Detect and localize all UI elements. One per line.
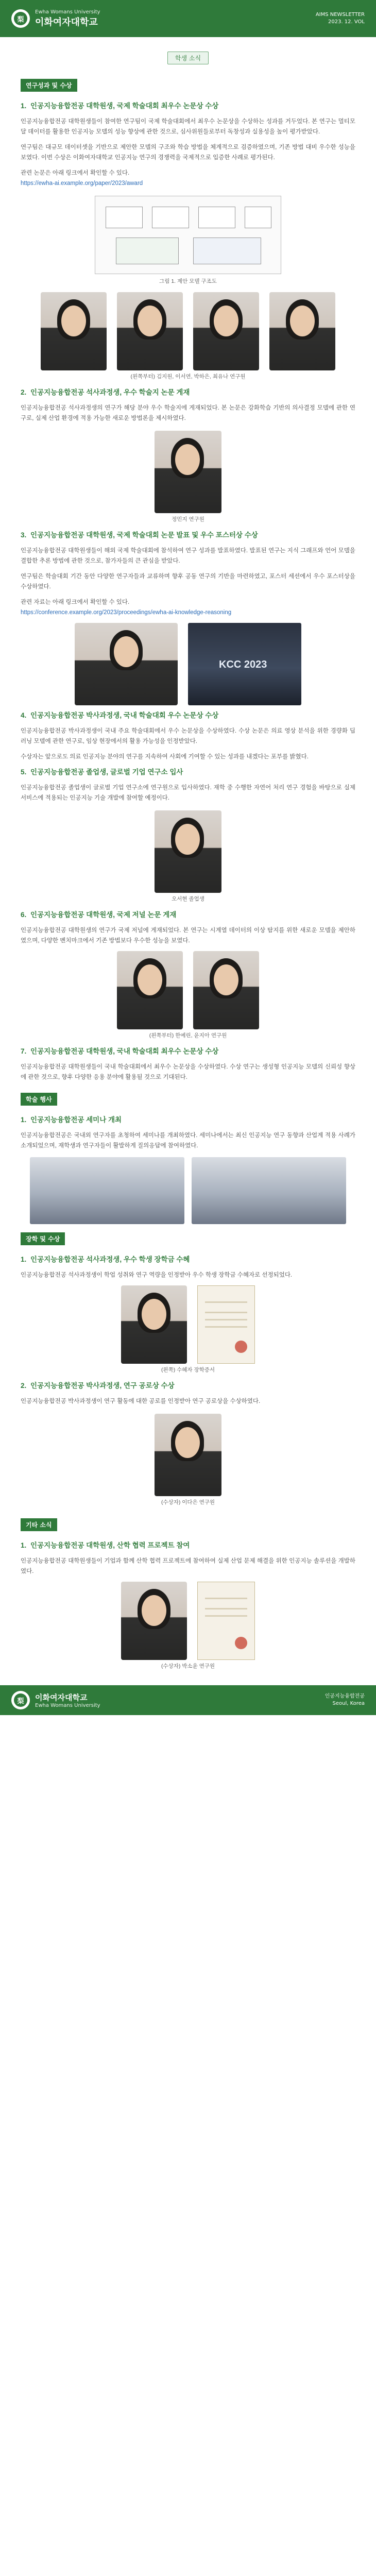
graduate-photo	[155, 810, 221, 893]
footer-line-1: 인공지능융합전공	[324, 1693, 365, 1699]
brand	[11, 9, 100, 28]
recipient-photo	[121, 1285, 187, 1364]
photo-caption: (왼쪽부터) 김지원, 이서연, 박하은, 최유나 연구원	[130, 374, 246, 380]
university-emblem-icon	[11, 1691, 30, 1709]
conference-photo	[75, 623, 178, 705]
footer-info	[325, 1693, 365, 1707]
article-title	[21, 1046, 355, 1057]
article-title	[21, 767, 355, 777]
article-paragraph: 인공지능융합전공 대학원생들이 기업과 함께 산학 협력 프로젝트에 참여하여 실제 산업 문제 해결을 위한 인공지능 솔루션을 개발하였다.	[21, 1558, 355, 1574]
model-diagram	[95, 196, 281, 274]
article-title-text: 인공지능융합전공 대학원생, 국제 저널 논문 게재	[30, 911, 177, 919]
article-paragraph: 인공지능융합전공 대학원생의 연구가 국제 저널에 게재되었다. 본 연구는 시계열 데이터의 이상 탐지를 위한 새로운 모델을 제안하였으며, 다양한 벤치마크에서 기존 방법보다 우수한 성능을 보였다.	[21, 927, 355, 944]
seal-icon	[235, 1341, 247, 1353]
article-title	[21, 1255, 355, 1265]
photo-caption: 정민지 연구원	[172, 516, 204, 522]
project-photos	[21, 1582, 355, 1660]
diagram-block	[116, 238, 179, 264]
diagram-block	[198, 207, 235, 228]
article-number: 5.	[21, 768, 27, 776]
article-title	[21, 101, 355, 111]
article-title-text: 인공지능융합전공 세미나 개최	[30, 1116, 122, 1124]
section-awards	[0, 1227, 376, 1506]
researcher-photo	[193, 292, 259, 370]
scholarship-photos	[21, 1285, 355, 1364]
article-title	[21, 530, 355, 540]
article-paragraph: 인공지능융합전공 졸업생이 글로벌 기업 연구소에 연구원으로 입사하였다. 재학 중 수행한 자연어 처리 연구 경험을 바탕으로 실제 서비스에 적용되는 인공지능 기술 개발에 참여할 예정이다.	[21, 785, 355, 801]
diagram-block	[152, 207, 189, 228]
university-emblem-icon	[11, 9, 30, 28]
brand-sub: Ewha Womans University	[35, 9, 100, 15]
article-paragraph	[21, 168, 355, 189]
article-title	[21, 910, 355, 920]
article-paragraph: 인공지능융합전공 석사과정생의 연구가 해당 분야 우수 학술지에 게재되었다. 본 논문은 강화학습 기반의 의사결정 모델에 관한 연구로, 실제 산업 환경에 적용 가능한 새로운 방법론을 제시하였다.	[21, 405, 355, 421]
article-number: 7.	[21, 1047, 27, 1055]
article-paragraph: 인공지능융합전공은 국내외 연구자를 초청하여 세미나를 개최하였다. 세미나에서는 최신 인공지능 연구 동향과 산업계 적용 사례가 소개되었으며, 재학생과 연구자들이 활발하게 질의응답에 참여하였다.	[21, 1132, 355, 1149]
section-heading: 장학 및 수상	[21, 1232, 65, 1245]
article-number: 3.	[21, 531, 27, 539]
article-number: 2.	[21, 1382, 27, 1389]
article-number: 2.	[21, 388, 27, 396]
brand-text	[35, 9, 100, 28]
seminar-photos	[21, 1157, 355, 1224]
article-title-text: 인공지능융합전공 대학원생, 국제 학술대회 논문 발표 및 우수 포스터상 수상	[30, 531, 258, 539]
researcher-photo	[155, 431, 221, 513]
article-title	[21, 1115, 355, 1125]
seminar-photo	[30, 1157, 184, 1224]
diagram-block	[106, 207, 143, 228]
footer-brand-text	[35, 1692, 100, 1708]
article-number: 4.	[21, 711, 27, 719]
article-title	[21, 1540, 355, 1551]
seal-icon	[235, 1637, 247, 1649]
issue-line-1: AIMS NEWSLETTER	[315, 12, 365, 18]
article-number: 1.	[21, 1256, 27, 1263]
researcher-photo	[117, 951, 183, 1029]
researcher-photo	[269, 292, 335, 370]
article-paragraph: 인공지능융합전공 대학원생들이 국내 학술대회에서 최우수 논문상을 수상하였다. 수상 연구는 생성형 인공지능 모델의 신뢰성 향상에 관한 것으로, 향후 다양한 응용 분야에 활용될 것으로 기대된다.	[21, 1064, 355, 1080]
category-tag-wrap	[0, 37, 376, 74]
photo-caption: (수상자) 이다은 연구원	[161, 1499, 215, 1505]
section-events	[0, 1088, 376, 1224]
article-title-text: 인공지능융합전공 석사과정생, 우수 학술지 논문 게재	[30, 388, 190, 396]
footer-brand-sub: Ewha Womans University	[35, 1703, 100, 1708]
researcher-photo	[121, 1582, 187, 1660]
section-heading: 학술 행사	[21, 1093, 57, 1106]
article-paragraph-text: 관련 논문은 아래 링크에서 확인할 수 있다.	[21, 170, 130, 176]
paper-link[interactable]: https://ewha-ai.example.org/paper/2023/award	[21, 180, 143, 187]
article-paragraph	[21, 597, 355, 618]
footer-brand-name: 이화여자대학교	[35, 1693, 88, 1702]
section-heading: 연구성과 및 수상	[21, 79, 77, 92]
category-tag: 학생 소식	[167, 52, 209, 64]
article-paragraph: 인공지능융합전공 대학원생들이 해외 국제 학술대회에 참석하여 연구 성과를 발표하였다. 발표된 연구는 지식 그래프와 언어 모델을 결합한 추론 방법에 관한 것으로, 참가자들의 큰 관심을 받았다.	[21, 548, 355, 564]
photo-caption: 오서현 졸업생	[172, 896, 204, 902]
seminar-photo	[192, 1157, 346, 1224]
emblem-mark: 梨	[14, 12, 27, 25]
recipient-photo	[155, 1414, 221, 1496]
article-number: 1.	[21, 102, 27, 110]
article-number: 6.	[21, 911, 27, 919]
article-paragraph: 수상자는 앞으로도 의료 인공지능 분야의 연구를 지속하여 사회에 기여할 수 있는 성과를 내겠다는 포부를 밝혔다.	[21, 754, 309, 760]
footer-bar	[0, 1685, 376, 1715]
researcher-photo	[117, 292, 183, 370]
certificate-image	[197, 1285, 255, 1364]
photo-caption: (왼쪽부터) 한예린, 윤지아 연구원	[149, 1032, 227, 1039]
article-title	[21, 710, 355, 721]
article-paragraph: 인공지능융합전공 박사과정생이 연구 활동에 대한 공로를 인정받아 연구 공로상을 수상하였다.	[21, 1398, 261, 1404]
article-title-text: 인공지능융합전공 석사과정생, 우수 학생 장학금 수혜	[30, 1256, 190, 1263]
article-paragraph: 인공지능융합전공 박사과정생이 국내 주요 학술대회에서 우수 논문상을 수상하였다. 수상 논문은 의료 영상 분석을 위한 경량화 딥러닝 모델에 관한 연구로, 임상 현장에서의 활용 가능성을 인정받았다.	[21, 728, 355, 744]
photo-caption: (왼쪽) 수혜자 장학증서	[161, 1367, 215, 1373]
section-heading: 기타 소식	[21, 1518, 57, 1531]
diagram-block	[245, 207, 271, 228]
article-title-text: 인공지능융합전공 졸업생, 글로벌 기업 연구소 입사	[30, 768, 183, 776]
article-title-text: 인공지능융합전공 박사과정생, 국내 학술대회 우수 논문상 수상	[30, 711, 219, 719]
article-paragraph: 인공지능융합전공 대학원생들이 참여한 연구팀이 국제 학술대회에서 최우수 논문상을 수상하는 성과를 거두었다. 본 연구는 멀티모달 데이터를 활용한 인공지능 모델의 성능 향상에 관한 것으로, 심사위원들로부터 독창성과 실용성을 높이 평가받았다.	[21, 118, 355, 135]
issue-info	[316, 11, 365, 26]
conference-stage-photo	[188, 623, 301, 705]
researcher-photo	[41, 292, 107, 370]
article-paragraph: 연구팀은 대규모 데이터셋을 기반으로 제안한 모델의 구조와 학습 방법을 체계적으로 검증하였으며, 기존 방법 대비 우수한 성능을 보였다. 이번 수상은 이화여자대학교 인공지능 연구의 경쟁력을 국제적으로 입증한 사례로 평가된다.	[21, 144, 355, 161]
header-bar	[0, 0, 376, 37]
brand-name: 이화여자대학교	[35, 16, 98, 27]
article-title	[21, 387, 355, 398]
article-title-text: 인공지능융합전공 대학원생, 산학 협력 프로젝트 참여	[30, 1541, 190, 1549]
section-other	[0, 1513, 376, 1670]
article-title-text: 인공지능융합전공 대학원생, 국내 학술대회 최우수 논문상 수상	[30, 1047, 219, 1055]
figure-caption: 그림 1. 제안 모델 구조도	[159, 278, 217, 284]
article-title-text: 인공지능융합전공 박사과정생, 연구 공로상 수상	[30, 1382, 175, 1389]
issue-line-2: 2023. 12. VOL	[328, 19, 365, 25]
certificate-image	[197, 1582, 255, 1660]
proceedings-link[interactable]: https://conference.example.org/2023/proceedings/ewha-ai-knowledge-reasoning	[21, 609, 232, 616]
conference-photos	[21, 623, 355, 705]
article-title-text: 인공지능융합전공 대학원생, 국제 학술대회 최우수 논문상 수상	[30, 102, 219, 110]
footer-line-2: Seoul, Korea	[332, 1701, 365, 1706]
conference-banner-label: KCC 2023	[219, 659, 267, 670]
article-paragraph: 연구팀은 학술대회 기간 동안 다양한 연구자들과 교류하며 향후 공동 연구의 기반을 마련하였고, 포스터 세션에서 우수 포스터상을 수상하였다.	[21, 573, 355, 590]
article-paragraph-text: 관련 자료는 아래 링크에서 확인할 수 있다.	[21, 599, 130, 605]
article-paragraph: 인공지능융합전공 석사과정생이 학업 성취와 연구 역량을 인정받아 우수 학생 장학금 수혜자로 선정되었다.	[21, 1272, 293, 1278]
footer-brand	[11, 1691, 100, 1709]
diagram-block	[193, 238, 261, 264]
emblem-mark: 梨	[14, 1693, 27, 1707]
researcher-photos	[21, 951, 355, 1029]
article-number: 1.	[21, 1116, 27, 1124]
section-research	[0, 74, 376, 1082]
article-number: 1.	[21, 1541, 27, 1549]
photo-caption: (수상자) 박소윤 연구원	[161, 1663, 215, 1669]
article-title	[21, 1381, 355, 1391]
researcher-photos	[21, 292, 355, 370]
researcher-photo	[193, 951, 259, 1029]
